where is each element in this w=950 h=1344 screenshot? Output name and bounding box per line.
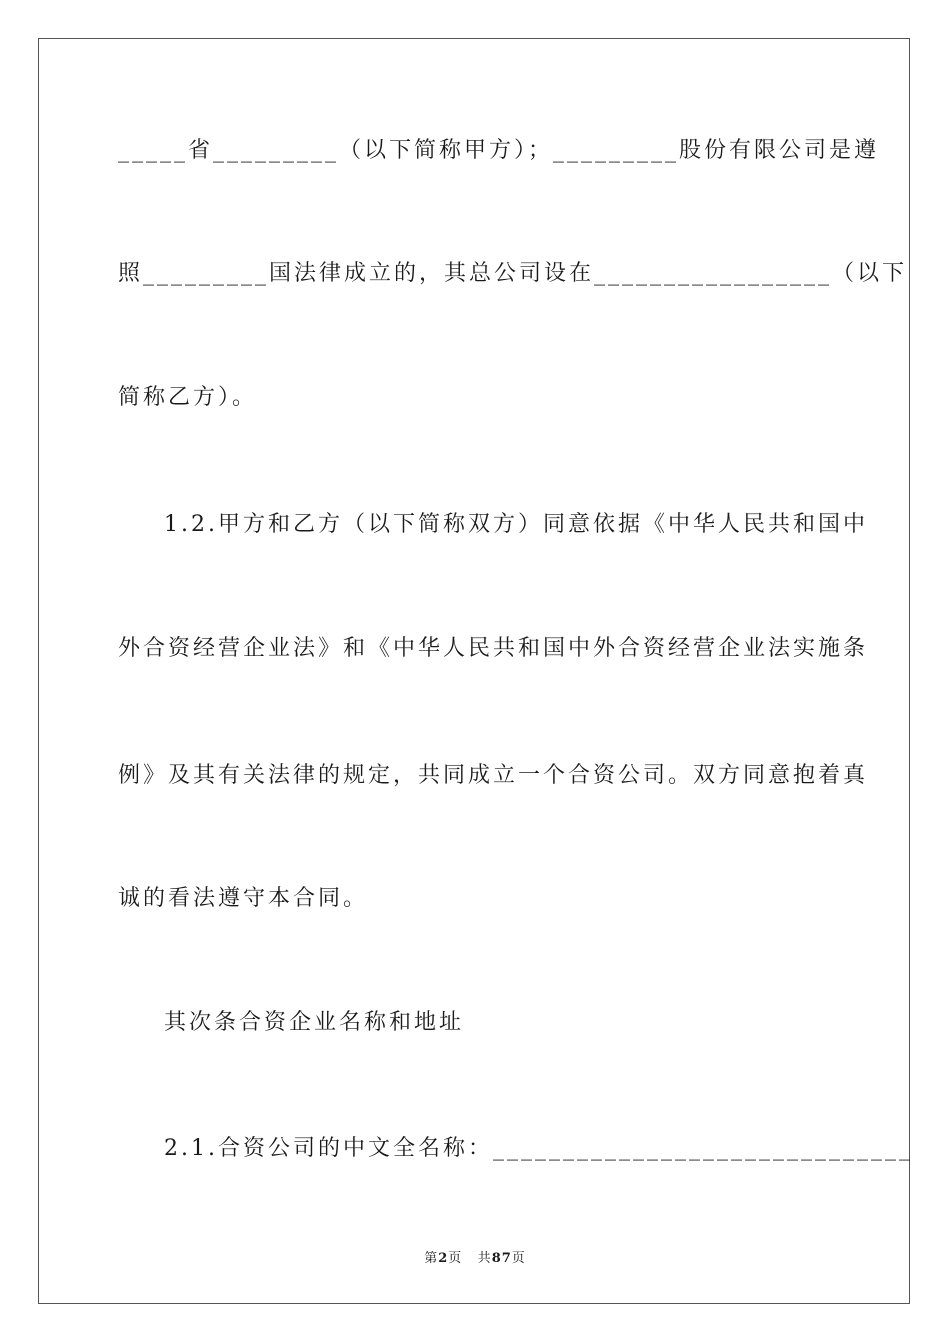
total-suffix: 页 bbox=[511, 1251, 526, 1266]
total-prefix: 共 bbox=[477, 1251, 492, 1266]
page-prefix: 第 bbox=[424, 1251, 439, 1266]
text-line-2: 照_________国法律成立的，其总公司设在_________________（以下 bbox=[118, 261, 908, 286]
page-suffix: 页 bbox=[448, 1251, 463, 1266]
text-line-7: 诚的看法遵守本合同。 bbox=[118, 886, 369, 911]
page-number: 2 bbox=[438, 1251, 449, 1266]
page-border bbox=[38, 38, 910, 1304]
page-footer bbox=[0, 1247, 950, 1266]
text-line-3: 简称乙方）。 bbox=[118, 385, 258, 410]
total-pages: 87 bbox=[491, 1251, 512, 1266]
text-line-4: 1.2.甲方和乙方（以下简称双方）同意依据《中华人民共和国中 bbox=[164, 512, 868, 537]
text-line-5: 外合资经营企业法》和《中华人民共和国中外合资经营企业法实施条 bbox=[118, 636, 869, 661]
text-line-6: 例》及其有关法律的规定，共同成立一个合资公司。双方同意抱着真 bbox=[118, 763, 869, 788]
text-line-9: 2.1.合资公司的中文全名称：______________________________ bbox=[164, 1136, 913, 1161]
text-line-1: _____省_________（以下简称甲方）；_________股份有限公司是遵 bbox=[118, 138, 880, 163]
section-heading: 其次条合资企业名称和地址 bbox=[164, 1010, 465, 1035]
